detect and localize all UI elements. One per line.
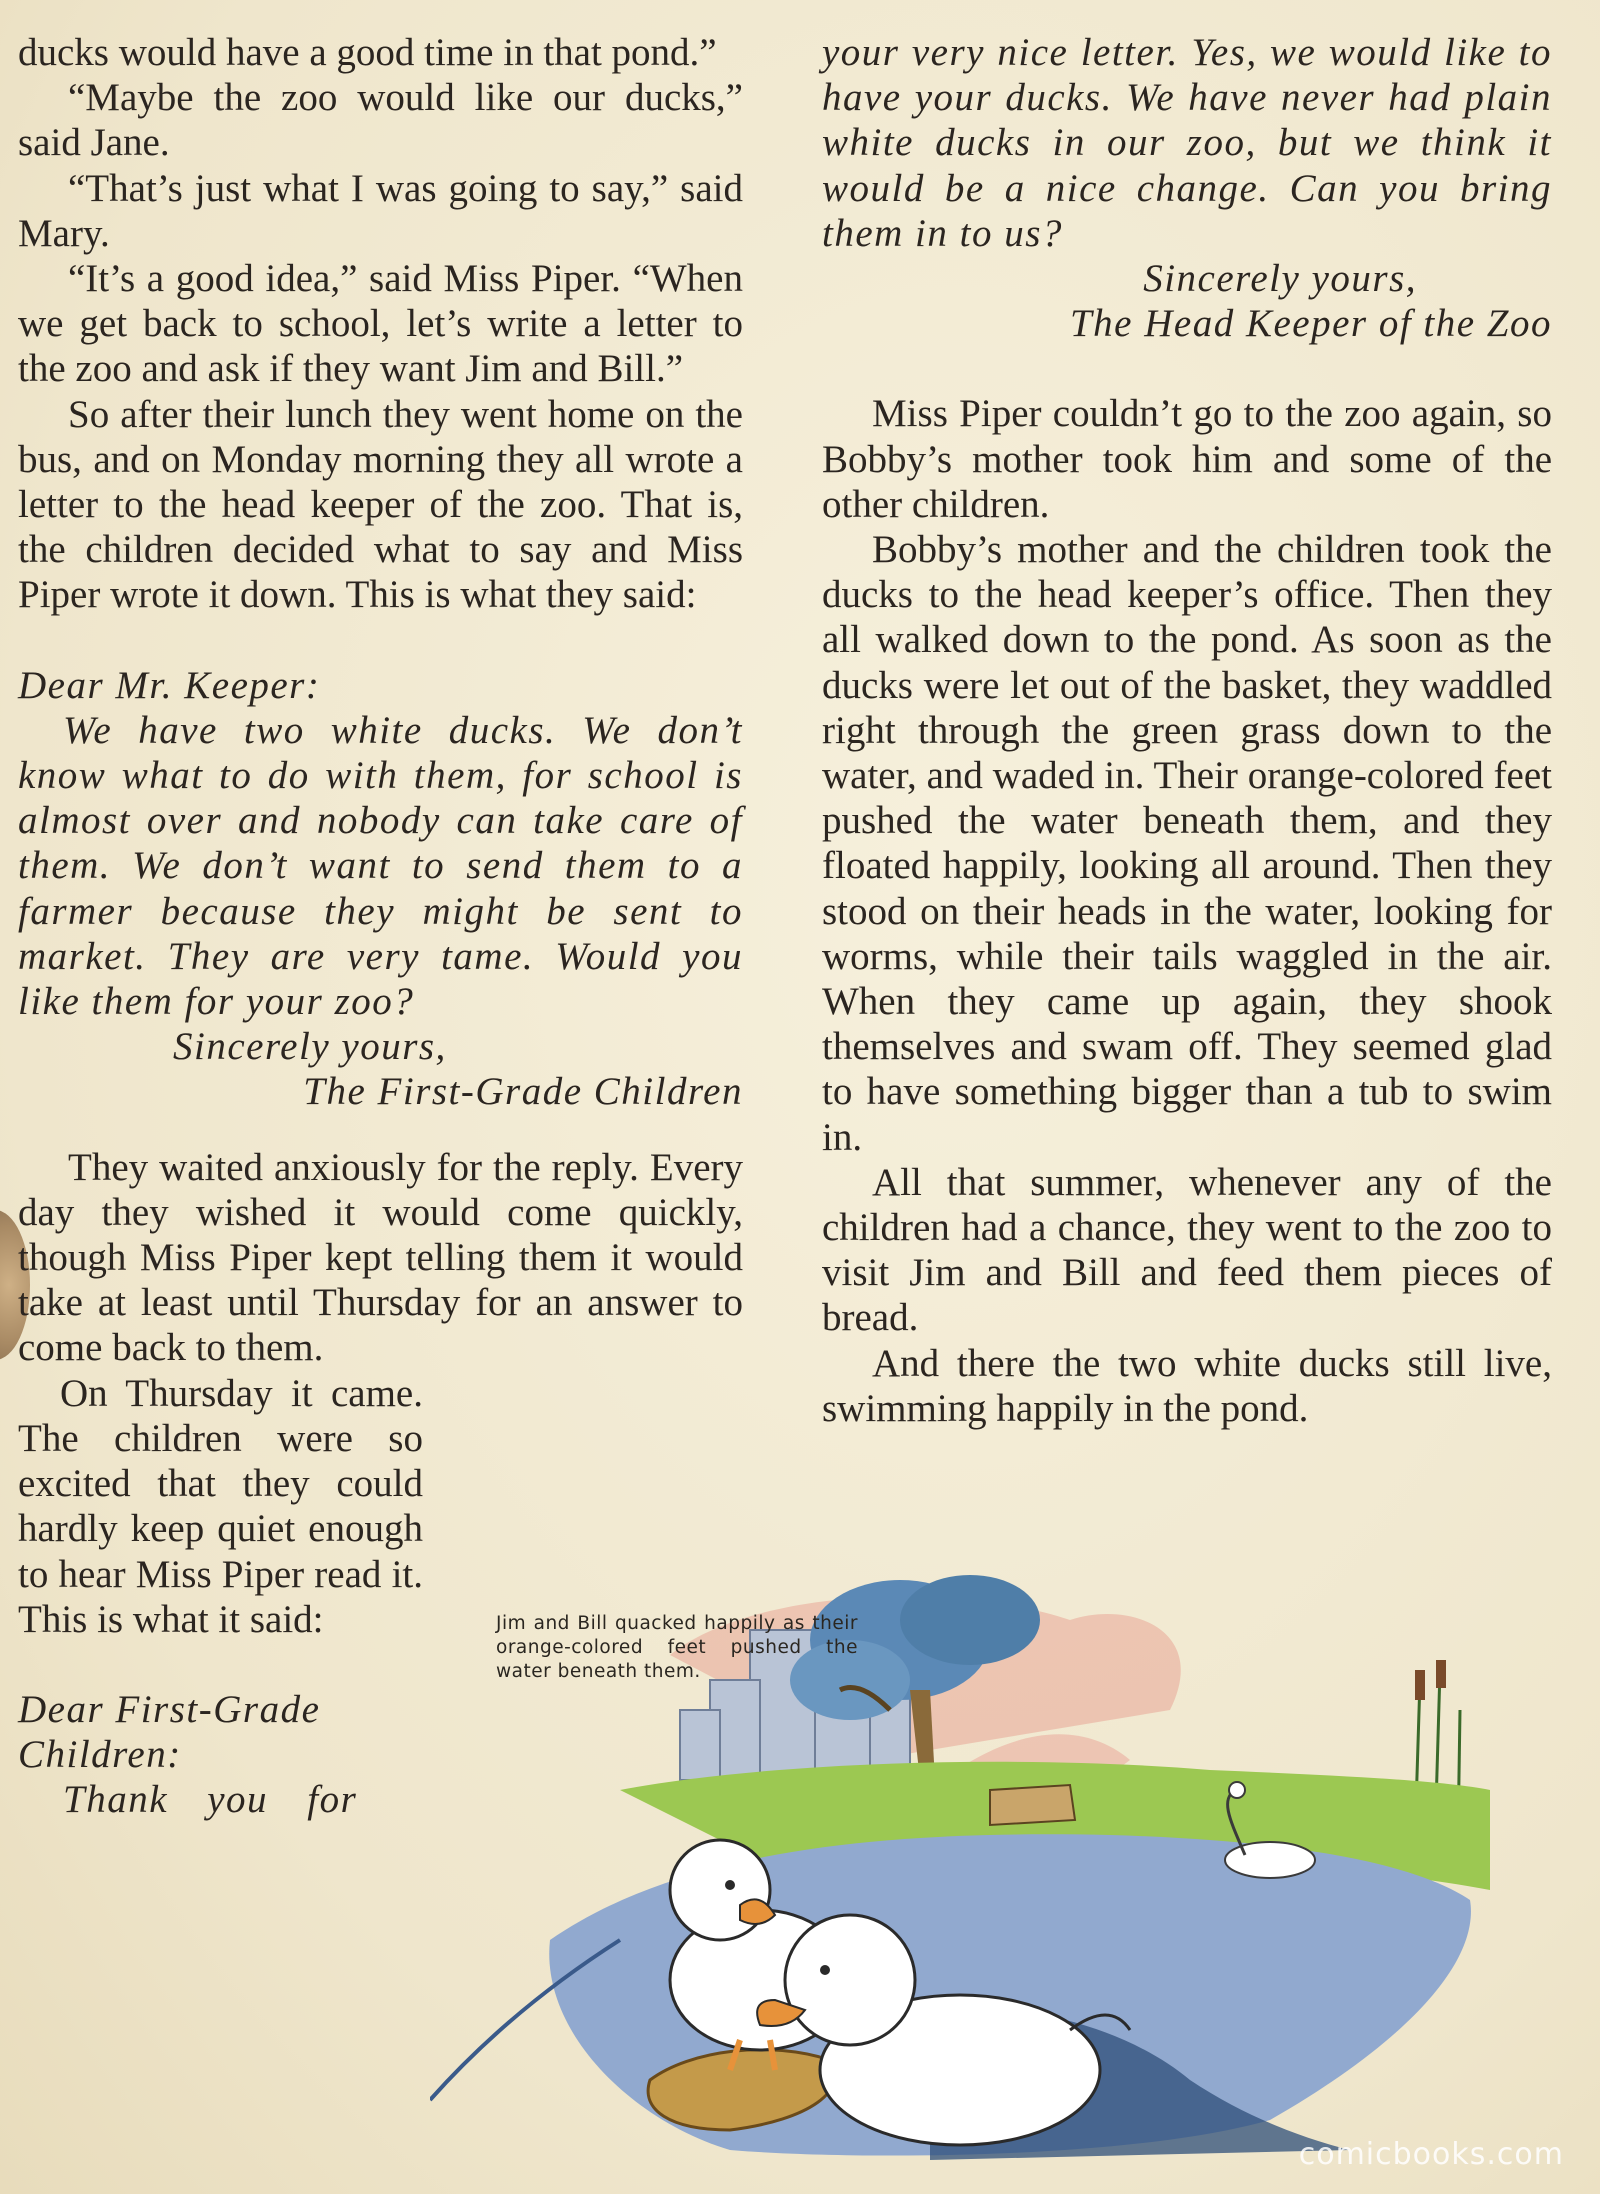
narrow-text-block — [18, 1371, 423, 1823]
paragraph: Miss Piper couldn’t go to the zoo again, so Bobby’s mother took him and some of the other children. — [822, 392, 1552, 526]
letter-body: your very nice letter. Yes, we would like to have your ducks. We have never had plain white ducks in our zoo, but we think it would be a nice change. Can you bring them in to us? — [822, 31, 1552, 255]
watermark: comicbooks.com — [1298, 2137, 1564, 2172]
letter-body: We have two white ducks. We don’t know what to do with them, for school is almost over and nobody can take care of them. We don’t want to send them to a farmer because they might be sent to market. They are very tame. Would you like them for your zoo? — [18, 708, 743, 1024]
paragraph: They waited anxiously for the reply. Every day they wished it would come quickly, though Miss Piper kept telling them it would take at least until Thursday for an answer to come back to them. — [18, 1145, 743, 1370]
letter-signature: The Head Keeper of the Zoo — [1069, 302, 1552, 346]
letter-closing: Sincerely yours, — [1143, 257, 1417, 301]
paragraph: ducks would have a good time in that pond.” — [18, 31, 717, 74]
letter-salutation-line1: Dear First-Grade — [18, 1687, 321, 1731]
letter-body-start: Thank you for — [63, 1778, 358, 1822]
bench — [990, 1785, 1075, 1825]
letter-salutation: Dear Mr. Keeper: — [18, 663, 321, 707]
letter-closing: Sincerely yours, — [173, 1025, 447, 1069]
letter-salutation-line2: Children: — [18, 1733, 182, 1777]
paragraph: On Thursday it came. The children were so excited that they could hardly keep quiet enough to hear Miss Piper read it. This is what it said: — [18, 1371, 423, 1641]
paragraph: All that summer, whenever any of the children had a chance, they went to the zoo to visit Jim and Bill and feed them pieces of bread. — [822, 1160, 1552, 1340]
letter-signature: The First-Grade Children — [303, 1070, 743, 1114]
paragraph: So after their lunch they went home on the bus, and on Monday morning they all wrote a letter to the head keeper of the zoo. That is, the children decided what to say and Miss Piper wrote it down. This is what they said: — [18, 392, 743, 617]
illustration-caption: Jim and Bill quacked happily as their orange-colored feet pushed the water beneath them. — [496, 1613, 858, 1682]
paragraph: “It’s a good idea,” said Miss Piper. “When we get back to school, let’s write a letter to the zoo and ask if they want Jim and Bill.” — [18, 257, 743, 391]
right-column — [822, 30, 1552, 1431]
paragraph: “Maybe the zoo would like our ducks,” said Jane. — [18, 76, 743, 165]
paragraph: And there the two white ducks still live, swimming happily in the pond. — [822, 1341, 1552, 1430]
paragraph: Bobby’s mother and the children took the ducks to the head keeper’s office. Then they all walked down to the pond. As soon as the ducks were let out of the basket, they waddled right through the green grass down to the water, and waded in. Their orange-colored feet pushed the water beneath them, and they floated happily, looking all around. Then they stood on their heads in the water, looking for worms, while their tails waggled in the air. When they came up again, they shook themselves and swam off. They seemed glad to have something bigger than a tub to swim in. — [822, 528, 1552, 1159]
paragraph: “That’s just what I was going to say,” said Mary. — [18, 166, 743, 255]
left-column — [18, 30, 743, 1823]
